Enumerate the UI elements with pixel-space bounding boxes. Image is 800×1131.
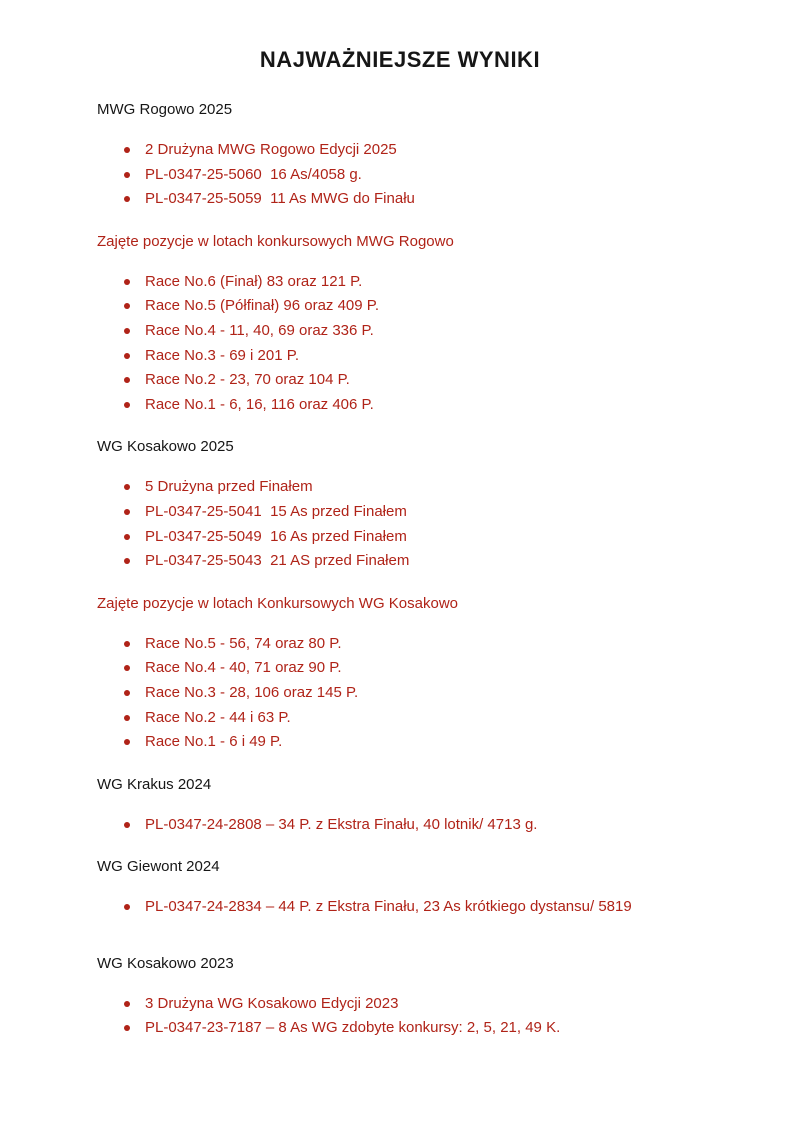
list-item: PL-0347-24-2808 – 34 P. z Ekstra Finału, 40 lotnik/ 4713 g. — [122, 813, 703, 838]
bullet-list — [97, 475, 703, 573]
list-item: Race No.4 - 40, 71 oraz 90 P. — [122, 656, 703, 681]
list-item: PL-0347-24-2834 – 44 P. z Ekstra Finału, 23 As krótkiego dystansu/ 5819 — [122, 895, 703, 920]
document-section — [97, 435, 703, 573]
list-item: PL-0347-25-5049 16 As przed Finałem — [122, 525, 703, 550]
list-item: 3 Drużyna WG Kosakowo Edycji 2023 — [122, 992, 703, 1017]
document-section — [97, 773, 703, 838]
list-item: Race No.5 - 56, 74 oraz 80 P. — [122, 632, 703, 657]
list-item: PL-0347-23-7187 – 8 As WG zdobyte konkursy: 2, 5, 21, 49 K. — [122, 1016, 703, 1041]
list-item: Race No.3 - 28, 106 oraz 145 P. — [122, 681, 703, 706]
section-heading: WG Kosakowo 2025 — [97, 438, 234, 456]
list-item: PL-0347-25-5041 15 As przed Finałem — [122, 500, 703, 525]
document-section — [97, 98, 703, 212]
bullet-list — [97, 270, 703, 418]
list-item: 2 Drużyna MWG Rogowo Edycji 2025 — [122, 138, 703, 163]
list-item: Race No.2 - 23, 70 oraz 104 P. — [122, 368, 703, 393]
document-body — [97, 98, 703, 1041]
list-item: Race No.6 (Finał) 83 oraz 121 P. — [122, 270, 703, 295]
list-item: Race No.1 - 6 i 49 P. — [122, 730, 703, 755]
bullet-list — [97, 632, 703, 755]
section-heading: WG Giewont 2024 — [97, 858, 220, 876]
document-section — [97, 230, 703, 418]
list-item: PL-0347-25-5059 11 As MWG do Finału — [122, 187, 703, 212]
section-heading: WG Kosakowo 2023 — [97, 954, 234, 972]
section-heading: Zajęte pozycje w lotach Konkursowych WG Kosakowo — [97, 594, 458, 612]
document-section — [97, 855, 703, 920]
document-title: NAJWAŻNIEJSZE WYNIKI — [259, 47, 541, 72]
bullet-list — [97, 992, 703, 1041]
document-section — [97, 952, 703, 1041]
document-section — [97, 592, 703, 755]
list-item: Race No.4 - 11, 40, 69 oraz 336 P. — [122, 319, 703, 344]
list-item: Race No.2 - 44 i 63 P. — [122, 706, 703, 731]
bullet-list — [97, 813, 703, 838]
list-item: 5 Drużyna przed Finałem — [122, 475, 703, 500]
list-item: PL-0347-25-5060 16 As/4058 g. — [122, 163, 703, 188]
section-heading: WG Krakus 2024 — [97, 775, 212, 793]
section-heading: MWG Rogowo 2025 — [97, 101, 233, 118]
list-item: Race No.3 - 69 i 201 P. — [122, 344, 703, 369]
list-item: PL-0347-25-5043 21 AS przed Finałem — [122, 549, 703, 574]
bullet-list — [97, 895, 703, 920]
bullet-list — [97, 138, 703, 212]
list-item: Race No.5 (Półfinał) 96 oraz 409 P. — [122, 294, 703, 319]
list-item: Race No.1 - 6, 16, 116 oraz 406 P. — [122, 393, 703, 418]
section-heading: Zajęte pozycje w lotach konkursowych MWG Rogowo — [97, 232, 454, 250]
